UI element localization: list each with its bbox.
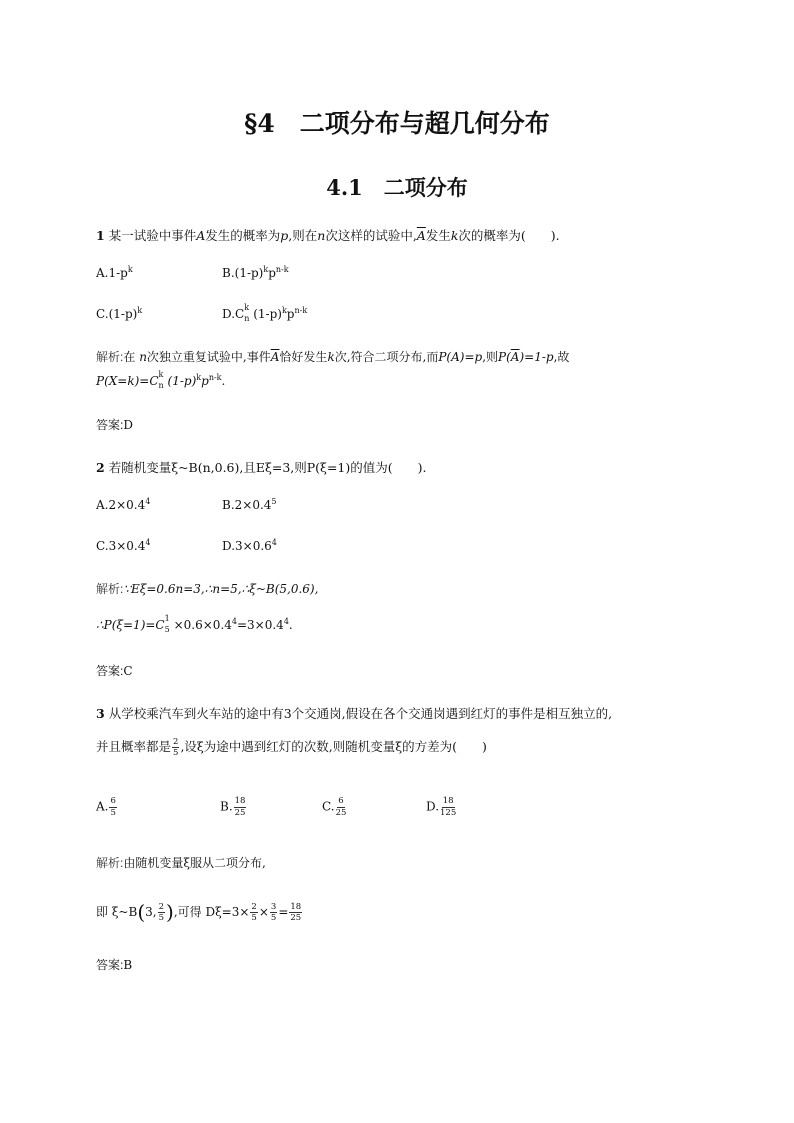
question-3-answer: 答案:B <box>96 958 133 972</box>
section-subtitle: 4.1 二项分布 <box>326 175 468 200</box>
question-2-option-d: $D.3\times 0.6^4$ <box>222 538 277 553</box>
question-3-analysis-line-2: 即 ξ~B(3, $\frac{2}{5}$ ),可得 Dξ=3× $\frac{2}{5}$ × $\frac{3}{5}$ = $\frac{18}{25}$ <box>96 900 302 924</box>
question-3-option-b: B. $\frac{18}{25}$ <box>220 796 246 818</box>
question-1-option-d: D.C k n $(1-p)^kp^{n-k}$ <box>222 303 308 323</box>
question-1-option-a: $A.1-p^k$ <box>96 265 133 280</box>
question-2-option-c: $C.3\times 0.4^4$ <box>96 538 151 553</box>
question-1-analysis-line-2: P(X=k)=C k n $(1-p)^kp^{n-k}$. <box>96 370 226 390</box>
question-2-answer: 答案:C <box>96 664 133 678</box>
question-2-analysis-line-2: ∴P(ξ=1)=C 1 5 $\times 0.6\times 0.4^4=3\times 0.4^4$. <box>96 614 293 634</box>
question-3-stem-line-1: 3 从学校乘汽车到火车站的途中有3个交通岗,假设在各个交通岗遇到红灯的事件是相互独立的, <box>96 706 613 721</box>
question-3-option-a: A. $\frac{6}{5}$ <box>96 796 116 818</box>
question-1-stem: 1 某一试验中事件A发生的概率为p,则在n次这样的试验中$,\overline{A}$发生k次的概率为( ). <box>96 228 560 243</box>
question-3-analysis-line-1: 解析:由随机变量ξ服从二项分布, <box>96 856 266 870</box>
page-title: §4 二项分布与超几何分布 <box>244 109 550 138</box>
question-1-option-c: $C.(1-p)^k$ <box>96 306 143 321</box>
question-2-stem: 2 若随机变量ξ~B(n,0.6),且Eξ=3,则P(ξ=1)的值为( ). <box>96 460 427 475</box>
question-1-analysis-line-1: 解析:在 n次独立重复试验中,事件$\overline{A}$恰好发生k次,符合二项分布,而P(A)=p,则$P(\overline{A})=1-p$,故 <box>96 350 570 364</box>
question-1-answer: 答案:D <box>96 418 133 432</box>
question-3-option-d: D. $\frac{18}{125}$ <box>426 796 457 818</box>
question-2-option-a: $A.2\times 0.4^4$ <box>96 497 151 512</box>
question-1-option-b: $B.(1-p)^kp^{n-k}$ <box>222 265 289 280</box>
question-2-option-b: $B.2\times 0.4^5$ <box>222 497 277 512</box>
question-3-stem-line-2: 并且概率都是 $\frac{2}{5}$ ,设ξ为途中遇到红灯的次数,则随机变量ξ的方差为( ) <box>96 736 487 758</box>
question-3-option-c: C. $\frac{6}{25}$ <box>322 796 347 818</box>
question-2-analysis-line-1: 解析:∵Eξ=0.6n=3,∴n=5,∴ξ~B(5,0.6), <box>96 582 319 596</box>
